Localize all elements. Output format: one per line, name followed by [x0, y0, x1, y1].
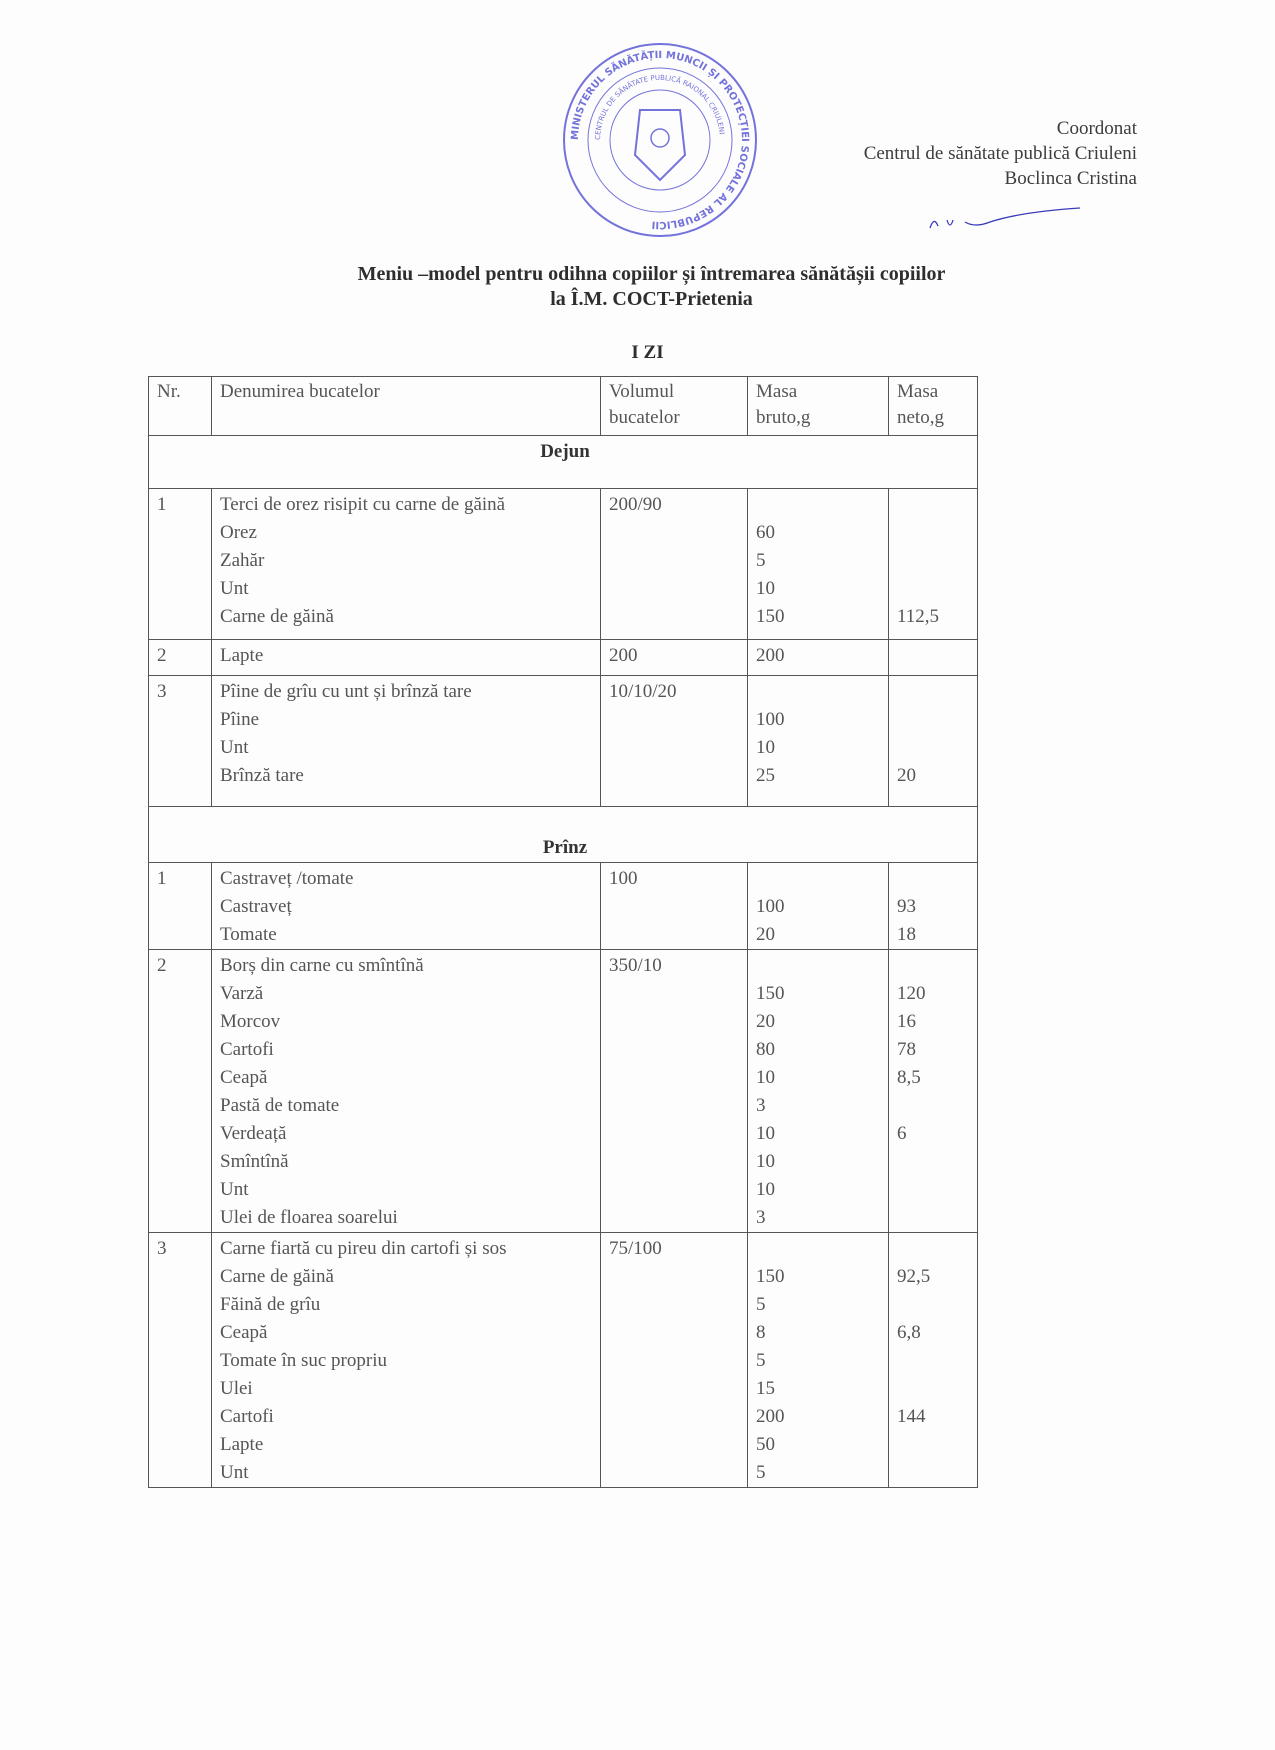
- cell-name: [212, 489, 601, 640]
- ingredient-neto: [897, 1431, 973, 1459]
- ingredient-name: Făină de grîu: [220, 1294, 321, 1315]
- dish-bruto: 200: [756, 645, 785, 666]
- ingredient-bruto: 60: [756, 522, 775, 543]
- dish-neto: [897, 491, 973, 519]
- section-row: [149, 807, 978, 863]
- ingredient-bruto: 80: [756, 1039, 775, 1060]
- cell-neto: [889, 1233, 978, 1488]
- cell-volume: [601, 950, 748, 1233]
- cell-volume: [601, 676, 748, 807]
- header-nr: Nr.: [149, 377, 212, 436]
- table-header-row: [149, 377, 978, 436]
- dish-neto: [897, 678, 973, 706]
- cell-bruto: [748, 640, 889, 676]
- document-title: [0, 262, 1275, 312]
- header-volume: [601, 377, 748, 436]
- cell-name: [212, 676, 601, 807]
- ingredient-bruto: 20: [756, 924, 775, 945]
- approval-block: [864, 116, 1137, 191]
- dish-bruto: [756, 678, 884, 706]
- ingredient-bruto: 150: [756, 983, 785, 1004]
- ingredient-bruto: 100: [756, 896, 785, 917]
- ingredient-neto: [897, 1092, 973, 1120]
- cell-neto: [889, 676, 978, 807]
- ingredient-neto: [897, 1375, 973, 1403]
- ingredient-neto: 120: [897, 983, 926, 1004]
- ingredient-name: Unt: [220, 578, 249, 599]
- ingredient-name: Castraveț: [220, 896, 292, 917]
- dish-neto: [897, 1235, 973, 1263]
- cell-bruto: [748, 489, 889, 640]
- dish-bruto: [756, 865, 884, 893]
- ingredient-bruto: 150: [756, 1266, 785, 1287]
- header-bruto-line: Masa: [756, 381, 798, 402]
- dish-neto: [897, 865, 973, 893]
- ingredient-bruto: 10: [756, 1179, 775, 1200]
- header-neto-line: neto,g: [897, 407, 944, 428]
- dish-name: Lapte: [220, 645, 264, 666]
- dish-nr: 3: [157, 1238, 167, 1259]
- ingredient-name: Cartofi: [220, 1039, 274, 1060]
- dish-neto: [897, 952, 973, 980]
- ingredient-name: Unt: [220, 737, 249, 758]
- dish-name: Terci de orez risipit cu carne de găină: [220, 494, 506, 515]
- stamp-inner-text: CENTRUL DE SĂNĂTATE PUBLICĂ RAIONAL CRIULENI: [593, 73, 726, 141]
- dish-row: [149, 640, 978, 676]
- ingredient-name: Tomate în suc propriu: [220, 1350, 387, 1371]
- ingredient-name: Lapte: [220, 1434, 264, 1455]
- coat-of-arms-icon: [635, 110, 685, 180]
- header-neto: [889, 377, 978, 436]
- dish-volume: 100: [609, 868, 638, 889]
- ingredient-neto: [897, 1291, 973, 1319]
- dish-neto: [897, 642, 973, 670]
- dish-bruto: [756, 1235, 884, 1263]
- ingredient-bruto: 10: [756, 1067, 775, 1088]
- ingredient-bruto: 15: [756, 1378, 775, 1399]
- ingredient-bruto: 10: [756, 1123, 775, 1144]
- ingredient-neto: 18: [897, 924, 916, 945]
- cell-name: [212, 950, 601, 1233]
- dish-row: [149, 863, 978, 950]
- cell-bruto: [748, 950, 889, 1233]
- ingredient-name: Smîntînă: [220, 1151, 289, 1172]
- header-neto-line: Masa: [897, 381, 939, 402]
- dish-nr: 2: [157, 645, 167, 666]
- ingredient-neto: [897, 575, 973, 603]
- approval-line: Boclinca Cristina: [1004, 168, 1137, 189]
- cell-neto: [889, 640, 978, 676]
- ingredient-name: Unt: [220, 1462, 249, 1483]
- cell-volume: [601, 640, 748, 676]
- cell-neto: [889, 950, 978, 1233]
- dish-name: Castraveț /tomate: [220, 868, 354, 889]
- dish-bruto: [756, 952, 884, 980]
- ingredient-name: Verdeață: [220, 1123, 287, 1144]
- ingredient-neto: [897, 519, 973, 547]
- ingredient-bruto: 20: [756, 1011, 775, 1032]
- ingredient-neto: 112,5: [897, 606, 940, 627]
- ingredient-name: Varză: [220, 983, 264, 1004]
- cell-nr: [149, 1233, 212, 1488]
- ingredient-neto: [897, 1176, 973, 1204]
- approval-line: Centrul de sănătate publică Criuleni: [863, 143, 1137, 164]
- cell-neto: [889, 863, 978, 950]
- ingredient-neto: [897, 734, 973, 762]
- dish-volume: 200: [609, 645, 638, 666]
- ingredient-bruto: 10: [756, 1151, 775, 1172]
- dish-bruto: [756, 491, 884, 519]
- ingredient-name: Orez: [220, 522, 257, 543]
- ingredient-name: Pîine: [220, 709, 260, 730]
- ingredient-neto: [897, 547, 973, 575]
- approval-line: Coordonat: [1056, 118, 1137, 139]
- dish-volume: 200/90: [609, 494, 662, 515]
- ingredient-bruto: 5: [756, 1350, 766, 1371]
- dish-row: [149, 1233, 978, 1488]
- cell-bruto: [748, 1233, 889, 1488]
- ingredient-name: Ceapă: [220, 1067, 268, 1088]
- header-bruto-line: bruto,g: [756, 407, 811, 428]
- dish-name: Pîine de grîu cu unt și brînză tare: [220, 681, 472, 702]
- ingredient-name: Ceapă: [220, 1322, 268, 1343]
- cell-volume: [601, 489, 748, 640]
- official-stamp: [560, 40, 760, 240]
- ingredient-bruto: 8: [756, 1322, 766, 1343]
- ingredient-bruto: 200: [756, 1406, 785, 1427]
- cell-bruto: [748, 676, 889, 807]
- stamp-outer-text: MINISTERUL SĂNĂTĂȚII MUNCII ȘI PROTECȚIEI SOCIALE AL REPUBLICII: [569, 49, 751, 231]
- ingredient-neto: 6: [897, 1123, 907, 1144]
- ingredient-bruto: 5: [756, 1462, 766, 1483]
- svg-text:CENTRUL DE SĂNĂTATE PUBLICĂ RA: [594, 74, 726, 140]
- header-bruto: [748, 377, 889, 436]
- ingredient-neto: 78: [897, 1039, 916, 1060]
- ingredient-bruto: 10: [756, 737, 775, 758]
- ingredient-bruto: 100: [756, 709, 785, 730]
- cell-nr: [149, 950, 212, 1233]
- cell-bruto: [748, 863, 889, 950]
- ingredient-bruto: 5: [756, 550, 766, 571]
- ingredient-bruto: 3: [756, 1207, 766, 1228]
- ingredient-bruto: 150: [756, 606, 785, 627]
- title-line: la Î.M. COCT-Prietenia: [550, 288, 753, 310]
- dish-nr: 2: [157, 955, 167, 976]
- ingredient-name: Morcov: [220, 1011, 281, 1032]
- ingredient-neto: 144: [897, 1406, 926, 1427]
- ingredient-bruto: 50: [756, 1434, 775, 1455]
- cell-name: [212, 1233, 601, 1488]
- ingredient-name: Ulei: [220, 1378, 253, 1399]
- ingredient-neto: 93: [897, 896, 916, 917]
- signature: [925, 200, 1085, 240]
- ingredient-name: Cartofi: [220, 1406, 274, 1427]
- day-label: I ZI: [631, 342, 664, 363]
- cell-neto: [889, 489, 978, 640]
- dish-name: Carne fiartă cu pireu din cartofi și sos: [220, 1238, 507, 1259]
- menu-table: [148, 376, 978, 1488]
- header-name: Denumirea bucatelor: [212, 377, 601, 436]
- ingredient-name: Pastă de tomate: [220, 1095, 340, 1116]
- dish-name: Borș din carne cu smîntînă: [220, 955, 424, 976]
- ingredient-name: Ulei de floarea soarelui: [220, 1207, 398, 1228]
- ingredient-name: Zahăr: [220, 550, 265, 571]
- ingredient-neto: [897, 1204, 973, 1232]
- dish-nr: 1: [157, 494, 167, 515]
- section-title: Prînz: [149, 807, 978, 863]
- ingredient-neto: [897, 1148, 973, 1176]
- ingredient-neto: 20: [897, 765, 916, 786]
- cell-volume: [601, 1233, 748, 1488]
- ingredient-neto: 16: [897, 1011, 916, 1032]
- dish-row: [149, 489, 978, 640]
- dish-volume: 75/100: [609, 1238, 662, 1259]
- cell-nr: [149, 640, 212, 676]
- ingredient-neto: 92,5: [897, 1266, 931, 1287]
- cell-name: [212, 863, 601, 950]
- header-volume-line: bucatelor: [609, 407, 680, 428]
- ingredient-name: Brînză tare: [220, 765, 304, 786]
- dish-nr: 1: [157, 868, 167, 889]
- ingredient-bruto: 10: [756, 578, 775, 599]
- dish-row: [149, 676, 978, 807]
- dish-volume: 350/10: [609, 955, 662, 976]
- ingredient-neto: 8,5: [897, 1067, 921, 1088]
- ingredient-neto: [897, 706, 973, 734]
- ingredient-name: Carne de găină: [220, 1266, 334, 1287]
- ingredient-name: Tomate: [220, 924, 277, 945]
- ingredient-bruto: 25: [756, 765, 775, 786]
- section-row: [149, 436, 978, 489]
- cell-volume: [601, 863, 748, 950]
- cell-name: [212, 640, 601, 676]
- ingredient-name: Carne de găină: [220, 606, 334, 627]
- title-line: Meniu –model pentru odihna copiilor și întremarea sănătășii copiilor: [357, 263, 946, 285]
- cell-nr: [149, 489, 212, 640]
- ingredient-name: Unt: [220, 1179, 249, 1200]
- ingredient-bruto: 5: [756, 1294, 766, 1315]
- header-volume-line: Volumul: [609, 381, 675, 402]
- dish-volume: 10/10/20: [609, 681, 677, 702]
- ingredient-neto: [897, 1347, 973, 1375]
- ingredient-bruto: 3: [756, 1095, 766, 1116]
- dish-nr: 3: [157, 681, 167, 702]
- cell-nr: [149, 863, 212, 950]
- ingredient-neto: 6,8: [897, 1322, 921, 1343]
- cell-nr: [149, 676, 212, 807]
- dish-row: [149, 950, 978, 1233]
- section-title: Dejun: [149, 436, 978, 489]
- ingredient-neto: [897, 1459, 973, 1487]
